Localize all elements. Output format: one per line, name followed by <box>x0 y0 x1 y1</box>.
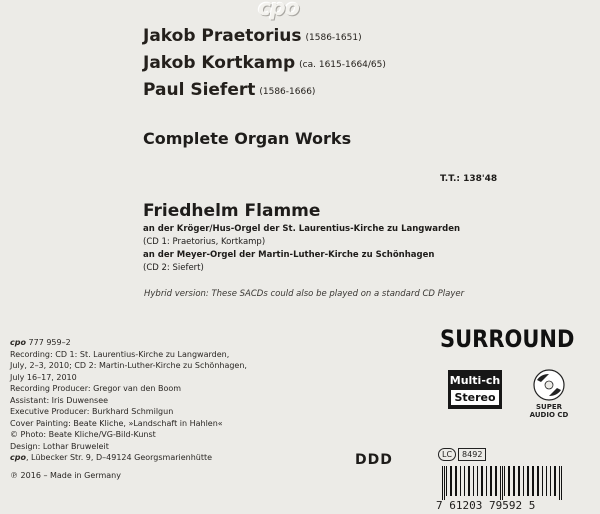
barcode-bar <box>537 466 539 496</box>
instrument-line-3: an der Meyer-Orgel der Martin-Luther-Kirche zu Schönhagen <box>143 250 435 260</box>
composer-1 <box>143 26 362 46</box>
surround-badge: SURROUND <box>440 325 575 353</box>
address-line: cpo, Lübecker Str. 9, D–49124 Georgsmarienhütte <box>10 453 213 462</box>
barcode-bar <box>500 466 501 500</box>
multichannel-stereo-badge <box>448 370 502 409</box>
barcode-bar <box>486 466 487 496</box>
credit-line: Executive Producer: Burkhard Schmilgun <box>10 407 174 416</box>
barcode-bar <box>513 466 515 496</box>
credit-line: © Photo: Beate Kliche/VG-Bild-Kunst <box>10 430 156 439</box>
cpo-logo: cpo <box>258 0 299 21</box>
credit-line: July 16–17, 2010 <box>10 372 77 382</box>
sacd-audio-text: AUDIO CD <box>529 411 569 419</box>
barcode-bar <box>464 466 465 496</box>
catalog-number: cpo 777 959–2 <box>10 338 71 347</box>
barcode-bar <box>442 466 443 500</box>
barcode-bar <box>468 466 470 496</box>
barcode-bar <box>502 466 503 500</box>
sacd-super-text: SUPER <box>535 403 563 411</box>
barcode-bar <box>559 466 560 500</box>
label-code <box>438 447 486 461</box>
cpo-mark: cpo <box>10 338 26 347</box>
total-time: T.T.: 138'48 <box>440 174 498 184</box>
cpo-mark: cpo <box>10 453 26 462</box>
credits-block <box>10 337 247 481</box>
composer-dates: (ca. 1615-1664/65) <box>299 60 386 70</box>
composer-name: Jakob Kortkamp <box>143 53 296 73</box>
barcode-bar <box>527 466 529 496</box>
barcode-digits: 7 61203 79592 5 <box>436 499 536 512</box>
barcode-bar <box>446 466 447 496</box>
lc-number: 8492 <box>458 448 486 461</box>
barcode-bar <box>473 466 474 496</box>
composer-3 <box>143 80 315 100</box>
barcode-bar <box>523 466 524 496</box>
barcode-bar <box>455 466 457 496</box>
instrument-line-4: (CD 2: Siefert) <box>143 263 204 273</box>
barcode-bars <box>440 466 596 500</box>
copyright-line: ℗ 2016 – Made in Germany <box>10 470 121 480</box>
barcode-bar <box>518 466 520 496</box>
barcode-bar <box>490 466 492 496</box>
ddd-code: DDD <box>355 452 393 468</box>
composer-dates: (1586-1651) <box>305 33 362 43</box>
barcode-bar <box>550 466 551 496</box>
multich-label: Multi-ch <box>449 374 501 387</box>
credit-line: Recording Producer: Gregor van den Boom <box>10 384 182 393</box>
composer-2 <box>143 53 386 73</box>
credit-line: Assistant: Iris Duwensee <box>10 395 109 405</box>
barcode-bar <box>444 466 445 500</box>
barcode-bar <box>542 466 543 496</box>
barcode-bar <box>477 466 478 496</box>
sacd-logo-icon <box>515 368 583 420</box>
barcode-bar <box>481 466 483 496</box>
credit-line: Recording: CD 1: St. Laurentius-Kirche zu Langwarden, <box>10 349 230 359</box>
barcode-bar <box>450 466 452 496</box>
barcode-bar <box>504 466 505 496</box>
barcode-bar <box>554 466 556 496</box>
barcode-bar <box>546 466 547 496</box>
credit-line: July, 2–3, 2010; CD 2: Martin-Luther-Kirche zu Schönhagen, <box>10 361 247 370</box>
credit-line: Design: Lothar Bruweleit <box>10 441 109 451</box>
instrument-line-1: an der Kröger/Hus-Orgel der St. Laurentius-Kirche zu Langwarden <box>143 224 461 234</box>
composer-name: Paul Siefert <box>143 80 256 100</box>
stereo-label: Stereo <box>451 390 499 405</box>
hybrid-note: Hybrid version: These SACDs could also be played on a standard CD Player <box>144 289 465 299</box>
album-title: Complete Organ Works <box>143 129 352 148</box>
performer-name: Friedhelm Flamme <box>143 201 321 221</box>
barcode-bar <box>561 466 562 500</box>
barcode-bar <box>495 466 497 496</box>
barcode-bar <box>460 466 461 496</box>
lc-mark: LC <box>438 448 456 461</box>
barcode-bar <box>532 466 534 496</box>
instrument-line-2: (CD 1: Praetorius, Kortkamp) <box>143 237 266 247</box>
composer-dates: (1586-1666) <box>259 87 316 97</box>
composer-name: Jakob Praetorius <box>143 26 302 46</box>
credit-line: Cover Painting: Beate Kliche, »Landschaft in Hahlen« <box>10 418 223 428</box>
barcode-bar <box>508 466 510 496</box>
